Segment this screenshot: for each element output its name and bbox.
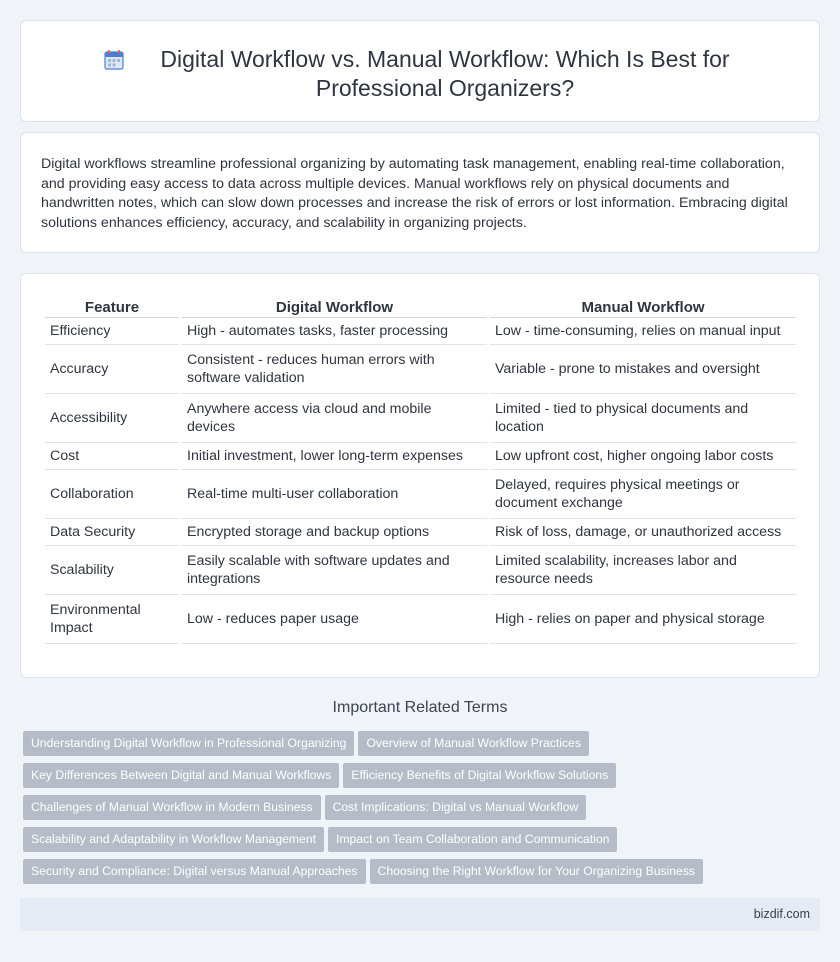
table-cell: Consistent - reduces human errors with software validation [182,345,487,394]
page-title: Digital Workflow vs. Manual Workflow: Which Is Best for Professional Organizers? [160,46,730,101]
table-cell: Encrypted storage and backup options [182,519,487,546]
tag-row [23,859,823,891]
tag-row [23,795,823,827]
related-term-tag[interactable]: Impact on Team Collaboration and Communication [328,827,617,852]
table-cell: Low - reduces paper usage [182,595,487,644]
related-term-tag[interactable]: Overview of Manual Workflow Practices [358,731,588,756]
related-term-tag[interactable]: Challenges of Manual Workflow in Modern Business [23,795,321,820]
tag-row [23,827,823,859]
table-cell: Environmental Impact [45,595,179,644]
table-row [45,443,796,470]
table-row [45,394,796,443]
table-cell: Accuracy [45,345,179,394]
table-cell: Scalability [45,546,179,595]
table-cell: Cost [45,443,179,470]
table-row [45,595,796,644]
table-cell: Risk of loss, damage, or unauthorized access [490,519,796,546]
comparison-table-card [20,273,820,678]
table-cell: Delayed, requires physical meetings or document exchange [490,470,796,519]
table-cell: High - automates tasks, faster processing [182,318,487,345]
table-cell: Low - time-consuming, relies on manual input [490,318,796,345]
tag-row [23,731,823,763]
footer-site-link[interactable]: bizdif.com [753,907,810,921]
column-header: Digital Workflow [182,296,487,318]
related-term-tag[interactable]: Cost Implications: Digital vs Manual Workflow [325,795,587,820]
related-term-tag[interactable]: Choosing the Right Workflow for Your Organizing Business [370,859,704,884]
tag-row [23,763,823,795]
table-cell: Collaboration [45,470,179,519]
table-cell: Limited scalability, increases labor and resource needs [490,546,796,595]
table-cell: Limited - tied to physical documents and location [490,394,796,443]
table-cell: Initial investment, lower long-term expenses [182,443,487,470]
table-cell: Variable - prone to mistakes and oversight [490,345,796,394]
intro-card [20,132,820,253]
table-row [45,470,796,519]
column-header: Feature [45,296,179,318]
related-term-tag[interactable]: Efficiency Benefits of Digital Workflow Solutions [343,763,616,788]
table-cell: Efficiency [45,318,179,345]
table-header-row [45,296,796,318]
related-terms-heading: Important Related Terms [332,699,508,716]
intro-paragraph: Digital workflows streamline professional organizing by automating task management, enabling real-time collaboration, and providing easy access to data across multiple devices. Manual workflows rely on physical documents and handwritten notes, which can slow down processes and increase the risk of errors or lost information. Embracing digital solutions enhances efficiency, accuracy, and scalability in organizing projects. [41,156,788,231]
table-cell: Real-time multi-user collaboration [182,470,487,519]
table-cell: Low upfront cost, higher ongoing labor costs [490,443,796,470]
related-term-tag[interactable]: Scalability and Adaptability in Workflow Management [23,827,324,852]
related-term-tag[interactable]: Security and Compliance: Digital versus Manual Approaches [23,859,366,884]
table-cell: High - relies on paper and physical storage [490,595,796,644]
table-cell: Data Security [45,519,179,546]
calendar-icon [103,49,125,71]
footer [20,898,820,931]
title-wrap [21,45,819,103]
table-cell: Accessibility [45,394,179,443]
table-cell: Anywhere access via cloud and mobile devices [182,394,487,443]
column-header: Manual Workflow [490,296,796,318]
related-terms-list [23,731,823,891]
comparison-table [42,296,799,644]
related-term-tag[interactable]: Understanding Digital Workflow in Professional Organizing [23,731,354,756]
table-row [45,345,796,394]
table-cell: Easily scalable with software updates and integrations [182,546,487,595]
header-card [20,20,820,122]
related-term-tag[interactable]: Key Differences Between Digital and Manual Workflows [23,763,339,788]
table-row [45,546,796,595]
table-row [45,318,796,345]
table-row [45,519,796,546]
